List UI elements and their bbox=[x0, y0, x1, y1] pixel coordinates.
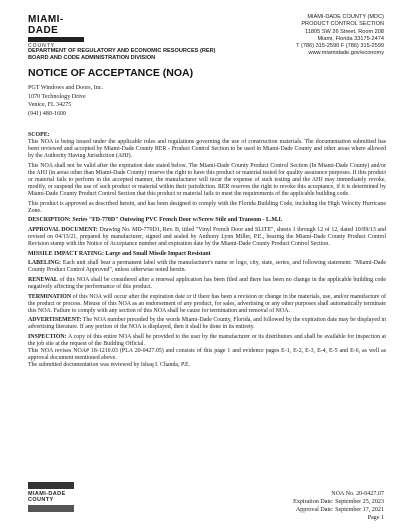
noa-number: NOA No. 20-0427.07 bbox=[331, 491, 384, 497]
footer-info bbox=[224, 491, 384, 523]
company-street: 1070 Technology Drive bbox=[28, 93, 86, 100]
advertisement-paragraph bbox=[28, 317, 386, 331]
advertisement-label: ADVERTISEMENT: bbox=[28, 317, 82, 324]
logo-subtext: COUNTY bbox=[28, 43, 56, 49]
approval-paragraph bbox=[28, 227, 386, 248]
office-line-3: 11805 SW 26 Street, Room 208 bbox=[305, 28, 384, 35]
office-line-5: T (786) 315-2590 F (786) 315-2599 bbox=[296, 43, 384, 50]
page-number: Page 1 bbox=[367, 514, 384, 521]
rating-label: MISSILE IMPACT RATING: bbox=[28, 250, 104, 257]
inspection-text: A copy of this entire NOA shall be provided to the user by the manufacturer or its distributors and shall be available for inspection at the job site at the request of the Building Official. bbox=[28, 334, 386, 348]
document-body bbox=[28, 132, 386, 372]
renewal-label: RENEWAL bbox=[28, 277, 58, 283]
document-title: NOTICE OF ACCEPTANCE (NOA) bbox=[28, 67, 194, 79]
agency-line-2: BOARD AND CODE ADMINISTRATION DIVISION bbox=[28, 55, 156, 61]
approval-text: Drawing No. MD-770D1, Rev. B, titled "Vinyl French Door and SLITE", sheets 1 through 12 of 12, dated 10/09/13 and revised on 04/13/21, prepared by manufacturer, signed and sealed by Anthony Lynn Miller, P.E., bearing the Miami-Dade County Product Control Revision stamp with the Notice of Acceptance number and expiration date by the Miami-Dade County Product Control Section. bbox=[28, 226, 386, 248]
scope-paragraph bbox=[28, 132, 386, 160]
inspection-paragraph bbox=[28, 334, 386, 369]
expiration-date: Expiration Date: September 25, 2023 bbox=[293, 498, 384, 505]
labeling-text: Each unit shall bear a permanent label with the manufacturer's name or logo, city, state, series, and following statement: "Miami-Dade County Product Control Approved", unless otherwise noted herein. bbox=[28, 260, 387, 274]
company-city: Venice, FL 34275 bbox=[28, 102, 72, 109]
scope-label: SCOPE: bbox=[28, 132, 50, 138]
termination-label: TERMINATION bbox=[28, 293, 72, 300]
labeling-paragraph bbox=[28, 260, 386, 274]
agency-name bbox=[28, 48, 238, 62]
company-phone: (941) 480-1600 bbox=[28, 110, 67, 117]
revises-text: This NOA revises NOA# 18-1210.03 (PLA 20-0427.05) and consists of this page 1 and evidence pages E-1, E-2, E-3, E-4, E-5 and E-6, as well as approval document mentioned above. bbox=[28, 348, 386, 362]
company-address bbox=[28, 84, 103, 118]
renewal-text: of this NOA shall be considered after a renewal application has been filed and there has been no change in the applicable building code negatively affecting the performance of this product. bbox=[28, 277, 386, 291]
scope-paragraph-3: This product is approved as described herein, and has been designed to comply with the Florida Building Code, including the High Velocity Hurricane Zone. bbox=[28, 200, 386, 214]
county-seal-logo bbox=[28, 482, 78, 516]
office-line-6: www.miamidade.gov/economy bbox=[308, 50, 384, 57]
description-paragraph bbox=[28, 217, 386, 224]
office-address-block bbox=[234, 14, 384, 58]
description-label: DESCRIPTION: bbox=[28, 217, 71, 224]
office-line-1: MIAMI-DADE COUNTY (MDC) bbox=[307, 14, 384, 20]
seal-text: MIAMI-DADE COUNTY bbox=[28, 491, 66, 503]
termination-paragraph bbox=[28, 294, 386, 315]
logo-bar bbox=[28, 37, 84, 42]
seal-bar-bottom bbox=[28, 505, 74, 512]
logo-text: MIAMI-DADE bbox=[28, 14, 64, 36]
rating-text: Large and Small Missile Impact Resistant bbox=[105, 250, 211, 257]
company-name: PGT Windows and Doors, Inc. bbox=[28, 85, 104, 91]
county-logo bbox=[28, 14, 88, 48]
approval-date: Approval Date: September 17, 2021 bbox=[295, 506, 384, 513]
scope-text: This NOA is being issued under the applicable rules and regulations governing the use of construction materials. The documentation submitted has been reviewed and accepted by Miami-Dade County RER - Product Control Section to be used in Miami-Dade County and other areas where allowed by the Authority Having Jurisdiction (AHJ). bbox=[28, 139, 386, 160]
inspection-label: INSPECTION: bbox=[28, 334, 67, 341]
description-text: Series "FD-770D" Outswing PVC French Door w/Screw Stile and Transom - L.M.I. bbox=[72, 217, 283, 224]
approval-label: APPROVAL DOCUMENT: bbox=[28, 226, 98, 233]
advertisement-text: The NOA number preceded by the words Miami-Dade County, Florida, and followed by the expiration date may be displayed in advertising literature. If any portion of the NOA is displayed, then it shall be done in its entirety. bbox=[28, 317, 387, 331]
office-line-4: Miami, Florida 33175-2474 bbox=[317, 35, 384, 42]
reviewer-text: The submitted documentation was reviewed by Ishaq I. Chanda, P.E. bbox=[28, 362, 191, 369]
office-line-2: PRODUCT CONTROL SECTION bbox=[301, 21, 384, 28]
seal-bar-top bbox=[28, 482, 74, 489]
termination-text: of this NOA will occur after the expiration date or if there has been a revision or change in the materials, use, and/or manufacture of the product or process. Misuse of this NOA as an endorsement of any product, for sales, advertising or any other purposes shall automatically terminate this NOA. Failure to comply with any section of this NOA shall be cause for termination and removal of NOA. bbox=[28, 293, 386, 314]
renewal-paragraph bbox=[28, 277, 386, 291]
agency-line-1: DEPARTMENT OF REGULATORY AND ECONOMIC RESOURCES (RER) bbox=[28, 48, 216, 54]
rating-paragraph bbox=[28, 251, 386, 258]
labeling-label: LABELING: bbox=[28, 260, 62, 267]
scope-paragraph-2: This NOA shall not be valid after the expiration date stated below. The Miami-Dade County Product Control Section (In Miami-Dade County) and/or the AHJ (in areas other than Miami-Dade County) reserve the right to have this product or material tested for quality assurance purposes. If this product or material fails to perform in the accepted manner, the manufacturer will incur the expense of such testing and the AHJ may immediately revoke, modify, or suspend the use of such product or material within their jurisdiction. RER reserves the right to revoke this acceptance, if it is determined by Miami-Dade County Product Control Section that this product or material fails to meet the requirements of the applicable building code. bbox=[28, 162, 386, 197]
